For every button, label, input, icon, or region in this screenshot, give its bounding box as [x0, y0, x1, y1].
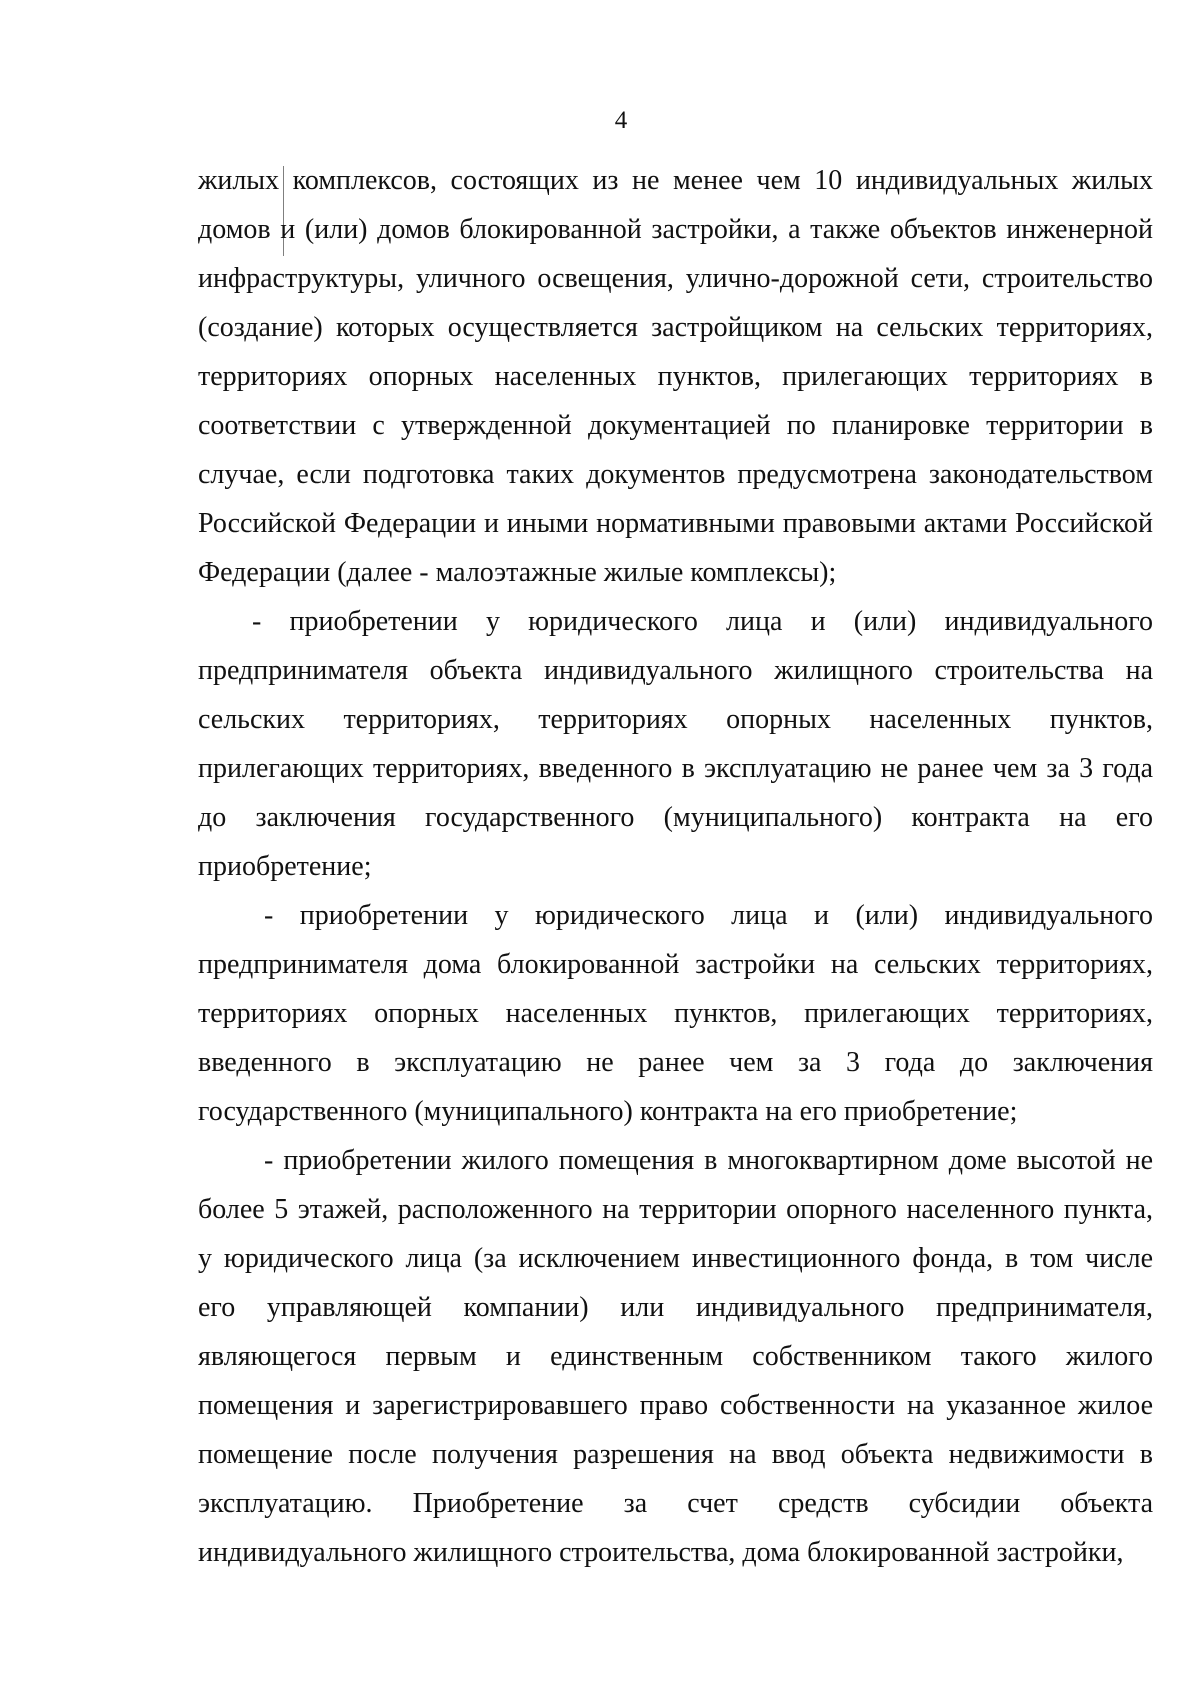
paragraph-blocked-house: - приобретении у юридического лица и (или) индивидуального предпринимателя дома блокированной застройки на сельских территориях, территориях опорных населенных пунктов, прилегающих территориях, введенного в эксплуатацию не ранее чем за 3 года до заключения государственного (муниципального) контракта на его приобретение; — [198, 900, 1153, 1127]
document-body — [198, 156, 1153, 1577]
paragraph-apartment-building: - приобретении жилого помещения в многоквартирном доме высотой не более 5 этажей, расположенного на территории опорного населенного пункта, у юридического лица (за исключением инвестиционного фонда, в том числе его управляющей компании) или индивидуального предпринимателя, являющегося первым и единственным собственником такого жилого помещения и зарегистрировавшего право собственности на указанное жилое помещение после получения разрешения на ввод объекта недвижимости в эксплуатацию. Приобретение за счет средств субсидии объекта индивидуального жилищного строительства, дома блокированной застройки, — [198, 1145, 1153, 1568]
paragraph-individual-housing: - приобретении у юридического лица и (или) индивидуального предпринимателя объекта индивидуального жилищного строительства на сельских территориях, территориях опорных населенных пунктов, прилегающих территориях, введенного в эксплуатацию не ранее чем за 3 года до заключения государственного (муниципального) контракта на его приобретение; — [198, 606, 1153, 882]
page-number: 4 — [614, 107, 628, 134]
paragraph-continuation: жилых комплексов, состоящих из не менее чем 10 индивидуальных жилых домов и (или) домов блокированной застройки, а также объектов инженерной инфраструктуры, уличного освещения, улично-дорожной сети, строительство (создание) которых осуществляется застройщиком на сельских территориях, территориях опорных населенных пунктов, прилегающих территориях в соответствии с утвержденной документацией по планировке территории в случае, если подготовка таких документов предусмотрена законодательством Российской Федерации и иными нормативными правовыми актами Российской Федерации (далее - малоэтажные жилые комплексы); — [198, 165, 1153, 588]
